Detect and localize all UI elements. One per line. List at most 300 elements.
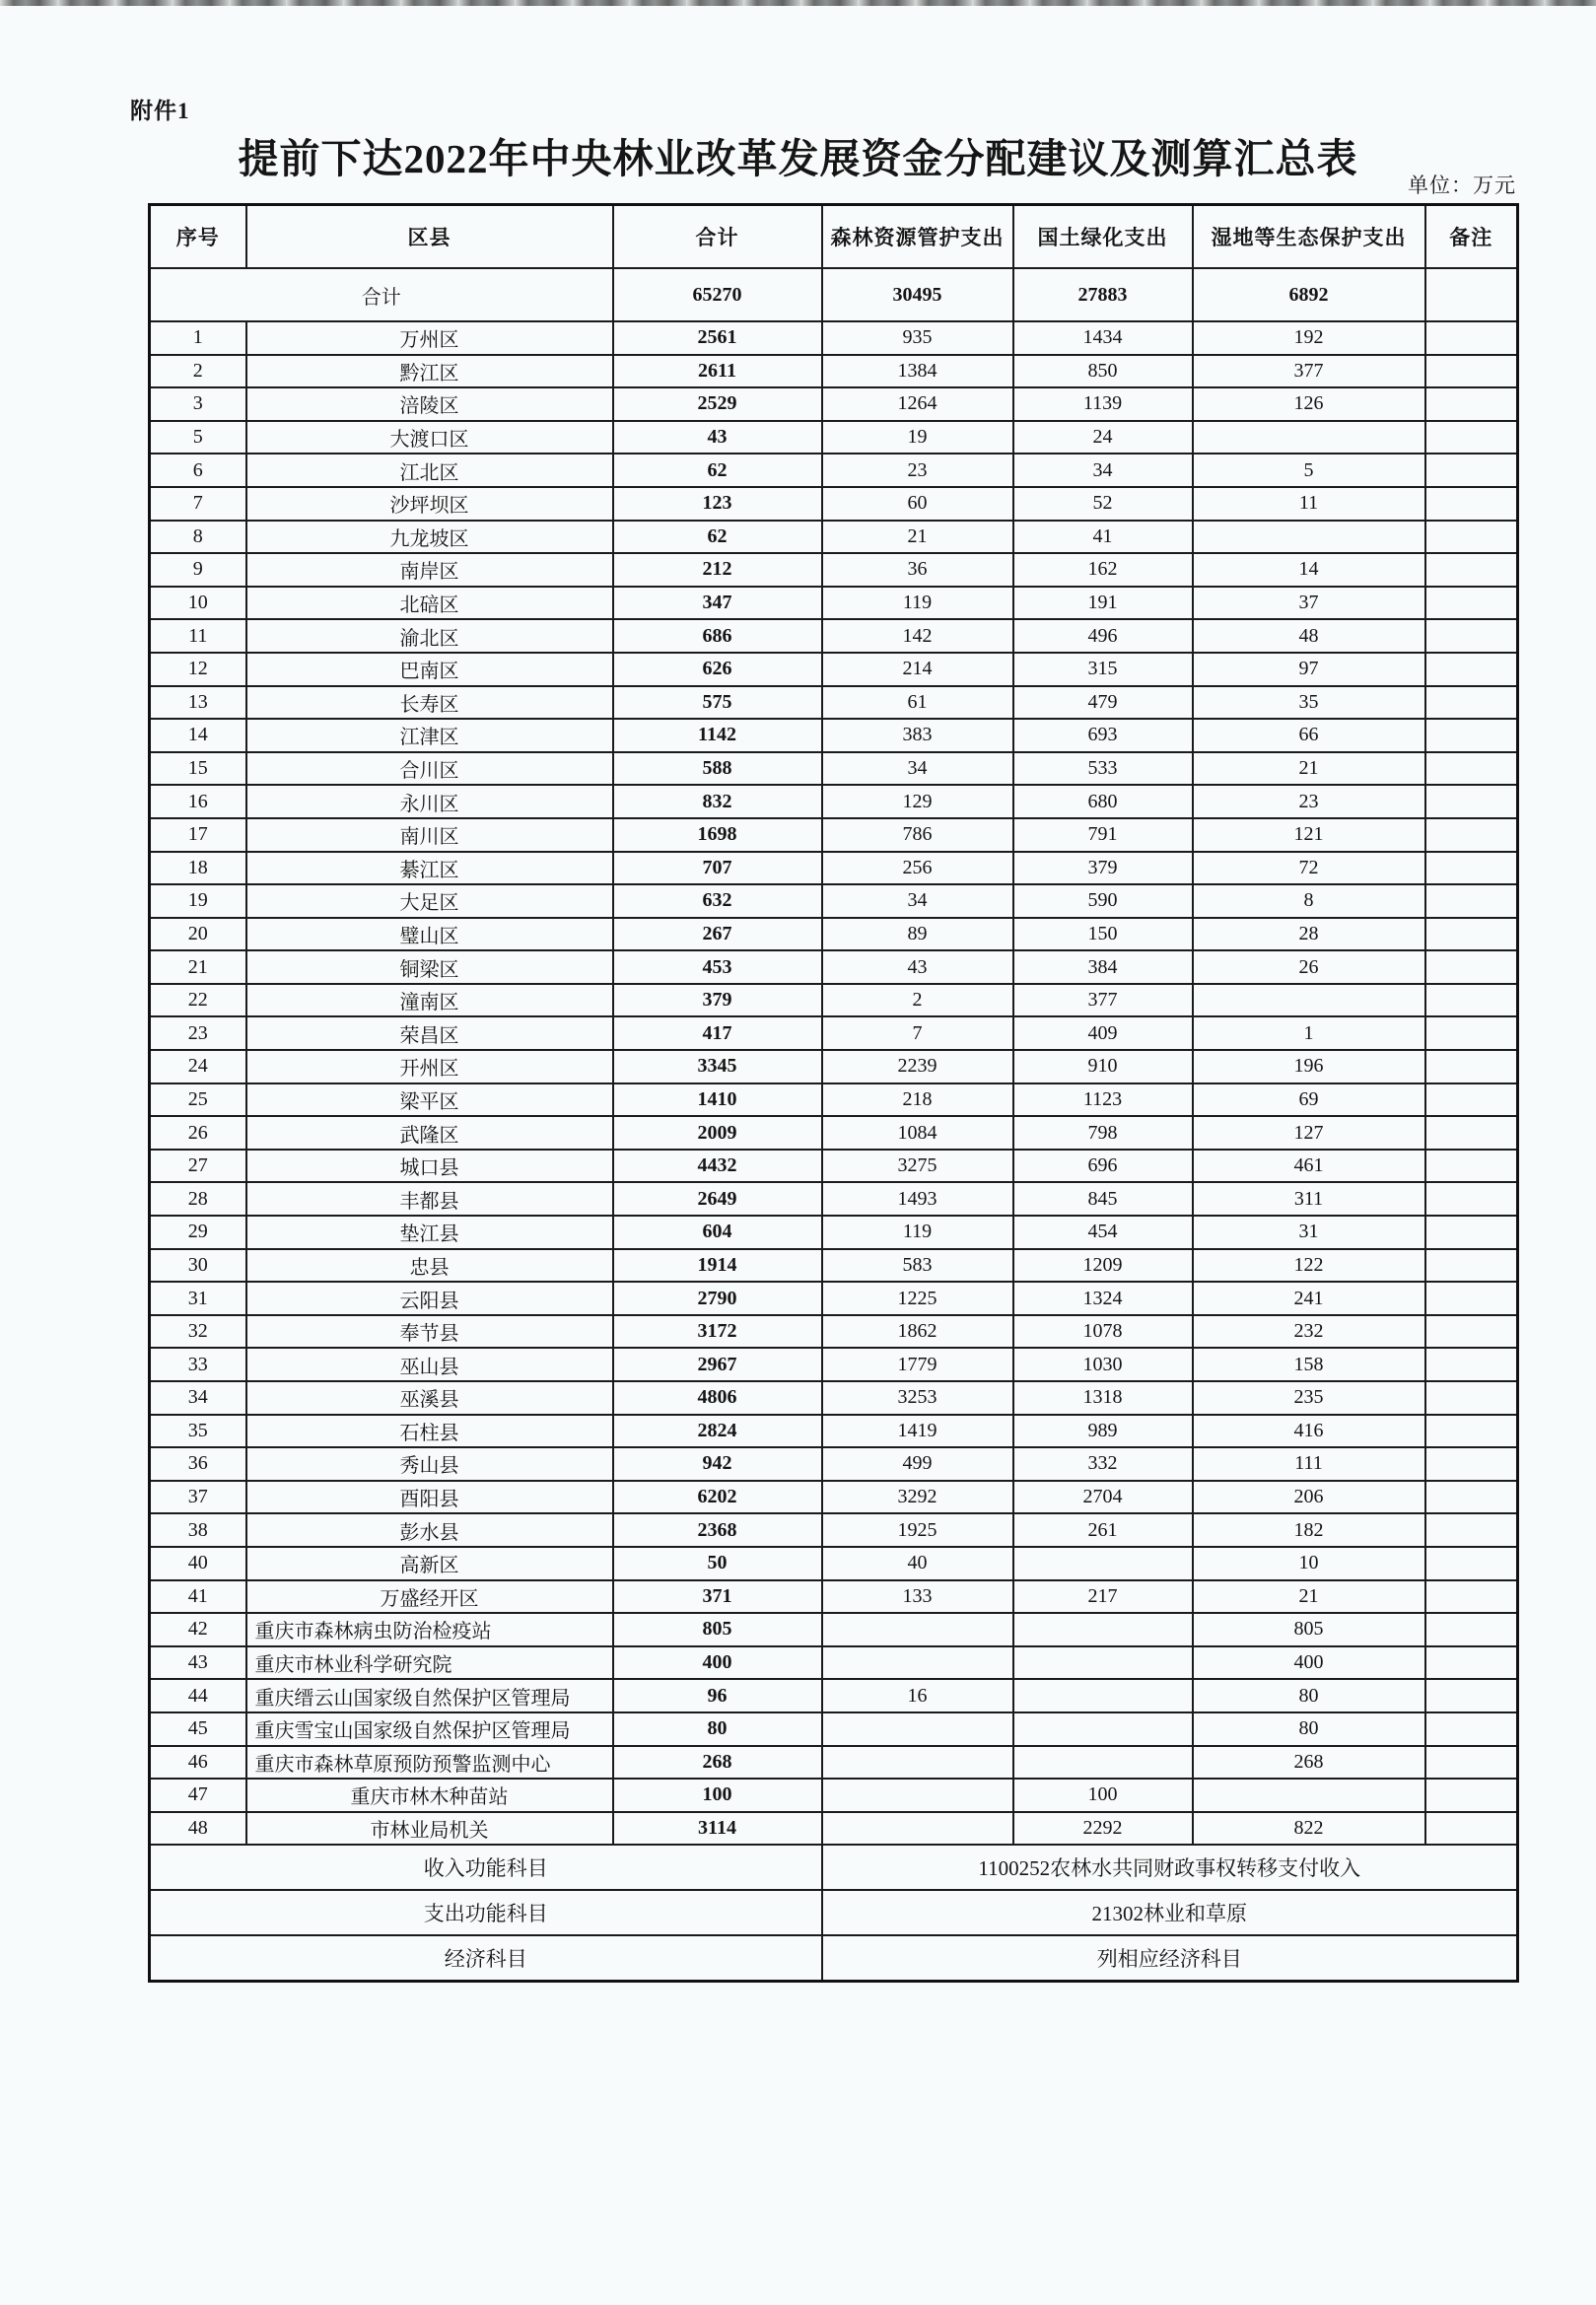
row-greening: [1013, 1547, 1193, 1580]
row-greening: 377: [1013, 984, 1193, 1017]
row-greening: 680: [1013, 785, 1193, 818]
row-total: 805: [613, 1613, 822, 1646]
row-forest: 133: [822, 1580, 1013, 1614]
row-forest: [822, 1812, 1013, 1846]
row-remark: [1425, 1447, 1518, 1481]
row-forest: [822, 1746, 1013, 1780]
row-greening: 162: [1013, 553, 1193, 587]
row-total: 4806: [613, 1381, 822, 1415]
row-forest: 3253: [822, 1381, 1013, 1415]
row-remark: [1425, 1547, 1518, 1580]
row-wetland: 182: [1193, 1513, 1425, 1547]
row-remark: [1425, 984, 1518, 1017]
row-greening: 1434: [1013, 321, 1193, 355]
row-district: 奉节县: [246, 1315, 613, 1349]
row-remark: [1425, 1513, 1518, 1547]
header-row: [150, 205, 1518, 269]
row-wetland: 400: [1193, 1646, 1425, 1680]
row-district: 忠县: [246, 1249, 613, 1283]
row-wetland: 1: [1193, 1016, 1425, 1050]
row-no: 38: [150, 1513, 246, 1547]
row-district: 南川区: [246, 818, 613, 852]
row-total: 604: [613, 1216, 822, 1249]
row-district: 重庆缙云山国家级自然保护区管理局: [246, 1679, 613, 1712]
row-remark: [1425, 1481, 1518, 1514]
row-wetland: 206: [1193, 1481, 1425, 1514]
row-district: 巫山县: [246, 1348, 613, 1381]
table-row: [150, 719, 1518, 752]
row-greening: 41: [1013, 521, 1193, 554]
row-total: 3345: [613, 1050, 822, 1083]
row-greening: [1013, 1613, 1193, 1646]
row-wetland: 11: [1193, 487, 1425, 521]
table-row: [150, 818, 1518, 852]
row-district: 璧山区: [246, 918, 613, 951]
row-district: 长寿区: [246, 686, 613, 720]
row-wetland: 311: [1193, 1182, 1425, 1216]
table-row: [150, 1150, 1518, 1183]
row-wetland: 822: [1193, 1812, 1425, 1846]
row-total: 62: [613, 521, 822, 554]
row-greening: 454: [1013, 1216, 1193, 1249]
table-row: [150, 1779, 1518, 1812]
row-wetland: [1193, 421, 1425, 454]
row-district: 綦江区: [246, 852, 613, 885]
row-greening: 850: [1013, 355, 1193, 388]
row-no: 7: [150, 487, 246, 521]
row-total: 417: [613, 1016, 822, 1050]
row-forest: 3275: [822, 1150, 1013, 1183]
row-total: 1142: [613, 719, 822, 752]
row-no: 9: [150, 553, 246, 587]
row-forest: 142: [822, 619, 1013, 653]
row-greening: 150: [1013, 918, 1193, 951]
row-district: 彭水县: [246, 1513, 613, 1547]
row-remark: [1425, 1646, 1518, 1680]
row-forest: [822, 1613, 1013, 1646]
row-no: 24: [150, 1050, 246, 1083]
row-forest: 214: [822, 653, 1013, 686]
row-wetland: 235: [1193, 1381, 1425, 1415]
row-forest: 2239: [822, 1050, 1013, 1083]
table-row: [150, 1116, 1518, 1150]
row-district: 市林业局机关: [246, 1812, 613, 1846]
row-district: 巫溪县: [246, 1381, 613, 1415]
table-row: [150, 1746, 1518, 1780]
row-total: 6202: [613, 1481, 822, 1514]
row-remark: [1425, 454, 1518, 487]
row-total: 2790: [613, 1282, 822, 1315]
row-greening: 2292: [1013, 1812, 1193, 1846]
table-row: [150, 619, 1518, 653]
row-forest: 34: [822, 752, 1013, 786]
row-no: 37: [150, 1481, 246, 1514]
row-forest: [822, 1646, 1013, 1680]
row-remark: [1425, 1381, 1518, 1415]
row-district: 重庆市森林草原预防预警监测中心: [246, 1746, 613, 1780]
row-no: 41: [150, 1580, 246, 1614]
row-remark: [1425, 1282, 1518, 1315]
row-greening: 845: [1013, 1182, 1193, 1216]
total-wetland: 6892: [1193, 268, 1425, 321]
row-total: 1698: [613, 818, 822, 852]
row-remark: [1425, 1150, 1518, 1183]
table-row: [150, 1381, 1518, 1415]
row-forest: 119: [822, 587, 1013, 620]
row-forest: 61: [822, 686, 1013, 720]
row-total: 80: [613, 1712, 822, 1746]
row-no: 13: [150, 686, 246, 720]
row-greening: 261: [1013, 1513, 1193, 1547]
table-row: [150, 1613, 1518, 1646]
row-total: 400: [613, 1646, 822, 1680]
row-no: 10: [150, 587, 246, 620]
row-greening: 24: [1013, 421, 1193, 454]
row-district: 重庆市森林病虫防治检疫站: [246, 1613, 613, 1646]
row-remark: [1425, 719, 1518, 752]
row-no: 31: [150, 1282, 246, 1315]
row-no: 20: [150, 918, 246, 951]
row-greening: 1318: [1013, 1381, 1193, 1415]
table-row: [150, 387, 1518, 421]
row-wetland: [1193, 1779, 1425, 1812]
row-wetland: 461: [1193, 1150, 1425, 1183]
row-wetland: 377: [1193, 355, 1425, 388]
row-district: 北碚区: [246, 587, 613, 620]
row-greening: 533: [1013, 752, 1193, 786]
row-no: 44: [150, 1679, 246, 1712]
column-header-3: 森林资源管护支出: [822, 205, 1013, 269]
column-header-6: 备注: [1425, 205, 1518, 269]
row-no: 27: [150, 1150, 246, 1183]
row-district: 南岸区: [246, 553, 613, 587]
column-header-5: 湿地等生态保护支出: [1193, 205, 1425, 269]
row-total: 3172: [613, 1315, 822, 1349]
row-district: 江津区: [246, 719, 613, 752]
row-greening: 2704: [1013, 1481, 1193, 1514]
row-district: 荣昌区: [246, 1016, 613, 1050]
row-forest: 16: [822, 1679, 1013, 1712]
row-total: 2611: [613, 355, 822, 388]
row-greening: 409: [1013, 1016, 1193, 1050]
row-no: 5: [150, 421, 246, 454]
row-greening: 52: [1013, 487, 1193, 521]
row-no: 33: [150, 1348, 246, 1381]
table-row: [150, 653, 1518, 686]
row-forest: 786: [822, 818, 1013, 852]
row-greening: 1030: [1013, 1348, 1193, 1381]
row-wetland: 122: [1193, 1249, 1425, 1283]
row-remark: [1425, 752, 1518, 786]
row-remark: [1425, 1679, 1518, 1712]
footer-label: 支出功能科目: [150, 1890, 822, 1935]
row-wetland: 31: [1193, 1216, 1425, 1249]
row-district: 重庆市林木种苗站: [246, 1779, 613, 1812]
table-row: [150, 752, 1518, 786]
row-greening: 696: [1013, 1150, 1193, 1183]
row-district: 高新区: [246, 1547, 613, 1580]
row-wetland: 66: [1193, 719, 1425, 752]
row-total: 832: [613, 785, 822, 818]
column-header-2: 合计: [613, 205, 822, 269]
row-district: 垫江县: [246, 1216, 613, 1249]
row-wetland: 21: [1193, 752, 1425, 786]
row-total: 268: [613, 1746, 822, 1780]
row-greening: 315: [1013, 653, 1193, 686]
row-forest: 256: [822, 852, 1013, 885]
table-row: [150, 852, 1518, 885]
footer-row: [150, 1935, 1518, 1982]
row-district: 合川区: [246, 752, 613, 786]
row-greening: 379: [1013, 852, 1193, 885]
row-wetland: 21: [1193, 1580, 1425, 1614]
row-no: 3: [150, 387, 246, 421]
row-greening: 384: [1013, 950, 1193, 984]
table-header: [150, 205, 1518, 269]
row-no: 35: [150, 1415, 246, 1448]
row-no: 32: [150, 1315, 246, 1349]
row-district: 云阳县: [246, 1282, 613, 1315]
row-wetland: 28: [1193, 918, 1425, 951]
page-title: 提前下达2022年中央林业改革发展资金分配建议及测算汇总表: [238, 136, 1358, 181]
row-total: 100: [613, 1779, 822, 1812]
table-row: [150, 884, 1518, 918]
row-wetland: 232: [1193, 1315, 1425, 1349]
table-row: [150, 1712, 1518, 1746]
row-total: 1410: [613, 1083, 822, 1117]
row-wetland: [1193, 984, 1425, 1017]
row-remark: [1425, 818, 1518, 852]
table-row: [150, 785, 1518, 818]
footer-row: [150, 1890, 1518, 1935]
row-forest: 21: [822, 521, 1013, 554]
row-district: 沙坪坝区: [246, 487, 613, 521]
row-wetland: 126: [1193, 387, 1425, 421]
row-remark: [1425, 1050, 1518, 1083]
row-greening: [1013, 1646, 1193, 1680]
row-no: 19: [150, 884, 246, 918]
row-total: 453: [613, 950, 822, 984]
row-remark: [1425, 1746, 1518, 1780]
table-row: [150, 1282, 1518, 1315]
row-total: 2009: [613, 1116, 822, 1150]
row-no: 11: [150, 619, 246, 653]
row-wetland: [1193, 521, 1425, 554]
row-no: 30: [150, 1249, 246, 1283]
row-greening: 1324: [1013, 1282, 1193, 1315]
row-forest: 1925: [822, 1513, 1013, 1547]
row-forest: 23: [822, 454, 1013, 487]
row-forest: 34: [822, 884, 1013, 918]
row-district: 大渡口区: [246, 421, 613, 454]
row-remark: [1425, 1016, 1518, 1050]
row-forest: 43: [822, 950, 1013, 984]
row-total: 575: [613, 686, 822, 720]
row-wetland: 8: [1193, 884, 1425, 918]
row-forest: 499: [822, 1447, 1013, 1481]
row-remark: [1425, 1812, 1518, 1846]
row-no: 17: [150, 818, 246, 852]
row-forest: 89: [822, 918, 1013, 951]
table-row: [150, 1547, 1518, 1580]
row-greening: 479: [1013, 686, 1193, 720]
row-no: 29: [150, 1216, 246, 1249]
row-wetland: 35: [1193, 686, 1425, 720]
row-total: 2529: [613, 387, 822, 421]
grand-total-row: [150, 268, 1518, 321]
total-forest: 30495: [822, 268, 1013, 321]
row-no: 23: [150, 1016, 246, 1050]
table-row: [150, 1315, 1518, 1349]
row-no: 21: [150, 950, 246, 984]
row-forest: 19: [822, 421, 1013, 454]
table-row: [150, 686, 1518, 720]
row-remark: [1425, 1779, 1518, 1812]
row-remark: [1425, 1315, 1518, 1349]
row-district: 黔江区: [246, 355, 613, 388]
row-forest: 7: [822, 1016, 1013, 1050]
row-wetland: 80: [1193, 1679, 1425, 1712]
table-row: [150, 1481, 1518, 1514]
row-total: 4432: [613, 1150, 822, 1183]
row-wetland: 48: [1193, 619, 1425, 653]
row-forest: 1419: [822, 1415, 1013, 1448]
table-row: [150, 1216, 1518, 1249]
table-row: [150, 553, 1518, 587]
row-no: 43: [150, 1646, 246, 1680]
row-forest: 1493: [822, 1182, 1013, 1216]
row-no: 16: [150, 785, 246, 818]
row-remark: [1425, 950, 1518, 984]
row-wetland: 5: [1193, 454, 1425, 487]
row-remark: [1425, 884, 1518, 918]
row-total: 267: [613, 918, 822, 951]
row-forest: 935: [822, 321, 1013, 355]
row-district: 武隆区: [246, 1116, 613, 1150]
row-greening: 496: [1013, 619, 1193, 653]
total-remark: [1425, 268, 1518, 321]
row-district: 大足区: [246, 884, 613, 918]
table-row: [150, 1513, 1518, 1547]
table-row: [150, 521, 1518, 554]
table-row: [150, 918, 1518, 951]
row-wetland: 26: [1193, 950, 1425, 984]
row-remark: [1425, 653, 1518, 686]
row-no: 18: [150, 852, 246, 885]
row-wetland: 127: [1193, 1116, 1425, 1150]
row-district: 涪陵区: [246, 387, 613, 421]
table-row: [150, 1182, 1518, 1216]
row-district: 城口县: [246, 1150, 613, 1183]
row-greening: 332: [1013, 1447, 1193, 1481]
row-total: 2649: [613, 1182, 822, 1216]
row-greening: 989: [1013, 1415, 1193, 1448]
row-forest: 383: [822, 719, 1013, 752]
footer-label: 收入功能科目: [150, 1845, 822, 1890]
row-greening: 1139: [1013, 387, 1193, 421]
row-forest: 3292: [822, 1481, 1013, 1514]
table-row: [150, 984, 1518, 1017]
row-greening: 100: [1013, 1779, 1193, 1812]
row-no: 8: [150, 521, 246, 554]
row-no: 26: [150, 1116, 246, 1150]
row-remark: [1425, 1580, 1518, 1614]
row-remark: [1425, 355, 1518, 388]
row-greening: 1123: [1013, 1083, 1193, 1117]
table-row: [150, 355, 1518, 388]
row-greening: 1209: [1013, 1249, 1193, 1283]
row-no: 48: [150, 1812, 246, 1846]
row-total: 632: [613, 884, 822, 918]
row-no: 22: [150, 984, 246, 1017]
allocation-table: [148, 203, 1519, 1983]
row-remark: [1425, 619, 1518, 653]
row-district: 江北区: [246, 454, 613, 487]
row-district: 重庆市林业科学研究院: [246, 1646, 613, 1680]
row-forest: 1264: [822, 387, 1013, 421]
row-total: 626: [613, 653, 822, 686]
row-greening: 590: [1013, 884, 1193, 918]
row-district: 酉阳县: [246, 1481, 613, 1514]
row-remark: [1425, 553, 1518, 587]
row-no: 42: [150, 1613, 246, 1646]
table-row: [150, 1016, 1518, 1050]
row-remark: [1425, 1182, 1518, 1216]
row-total: 2824: [613, 1415, 822, 1448]
table-row: [150, 421, 1518, 454]
table-row: [150, 1050, 1518, 1083]
row-wetland: 37: [1193, 587, 1425, 620]
row-forest: 129: [822, 785, 1013, 818]
row-greening: 910: [1013, 1050, 1193, 1083]
row-total: 123: [613, 487, 822, 521]
table-row: [150, 1812, 1518, 1846]
footer-value: 列相应经济科目: [822, 1935, 1518, 1982]
row-district: 万盛经开区: [246, 1580, 613, 1614]
table-row: [150, 487, 1518, 521]
row-district: 潼南区: [246, 984, 613, 1017]
row-remark: [1425, 1348, 1518, 1381]
footer-value: 1100252农林水共同财政事权转移支付收入: [822, 1845, 1518, 1890]
row-greening: 798: [1013, 1116, 1193, 1150]
row-district: 九龙坡区: [246, 521, 613, 554]
row-forest: 2: [822, 984, 1013, 1017]
row-no: 15: [150, 752, 246, 786]
row-district: 铜梁区: [246, 950, 613, 984]
row-remark: [1425, 321, 1518, 355]
row-total: 942: [613, 1447, 822, 1481]
row-no: 34: [150, 1381, 246, 1415]
row-forest: 1384: [822, 355, 1013, 388]
row-no: 25: [150, 1083, 246, 1117]
row-remark: [1425, 1712, 1518, 1746]
table-row: [150, 1646, 1518, 1680]
row-total: 707: [613, 852, 822, 885]
row-district: 重庆雪宝山国家级自然保护区管理局: [246, 1712, 613, 1746]
row-forest: 1862: [822, 1315, 1013, 1349]
row-forest: 36: [822, 553, 1013, 587]
row-total: 2368: [613, 1513, 822, 1547]
table-row: [150, 1580, 1518, 1614]
row-remark: [1425, 1116, 1518, 1150]
row-district: 秀山县: [246, 1447, 613, 1481]
row-forest: 218: [822, 1083, 1013, 1117]
row-remark: [1425, 387, 1518, 421]
table-row: [150, 1083, 1518, 1117]
row-wetland: 121: [1193, 818, 1425, 852]
row-total: 62: [613, 454, 822, 487]
row-wetland: 111: [1193, 1447, 1425, 1481]
